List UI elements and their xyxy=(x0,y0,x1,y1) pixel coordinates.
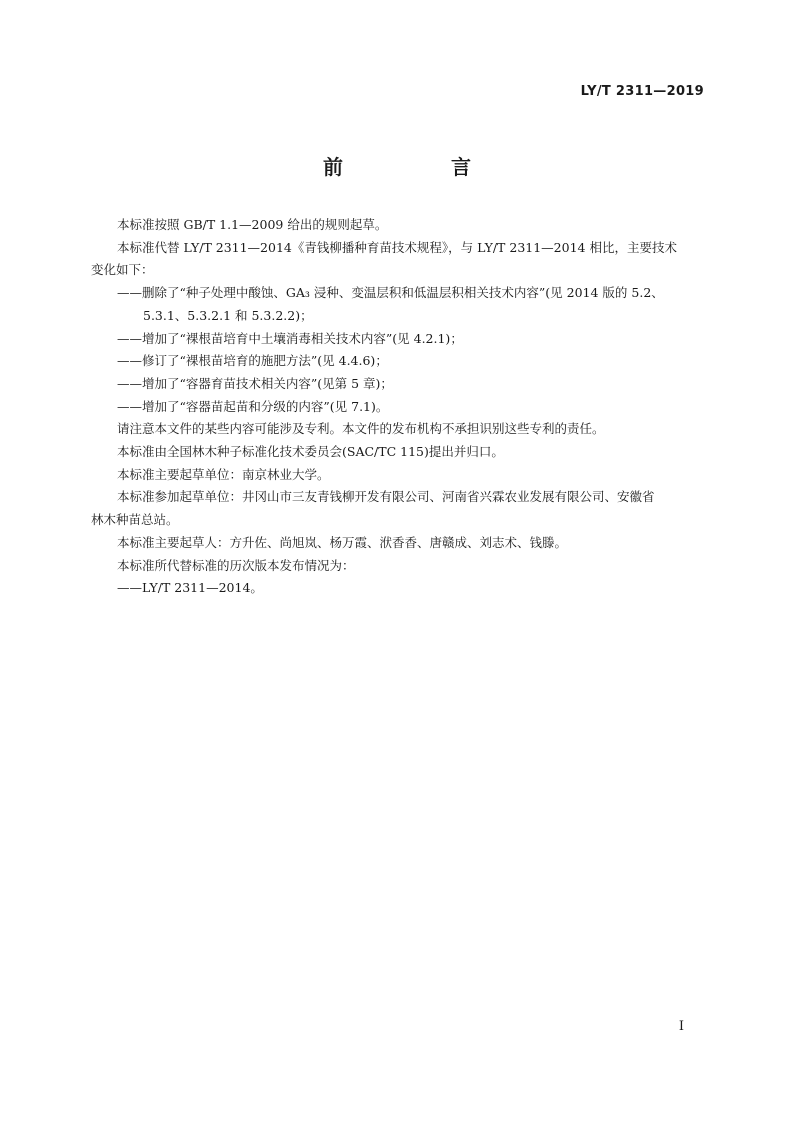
paragraph: 本标准代替 LY/T 2311—2014《青钱柳播种育苗技术规程》，与 LY/T 2311—2014 相比，主要技术 xyxy=(117,239,677,255)
paragraph: 本标准主要起草单位：南京林业大学。 xyxy=(117,466,330,482)
standard-code: LY/T 2311—2019 xyxy=(580,84,704,99)
list-item: ——LY/T 2311—2014。 xyxy=(117,580,263,596)
list-item: ——删除了“种子处理中酸蚀、GA₃ 浸种、变温层积和低温层积相关技术内容”(见 2014 版的 5.2、 xyxy=(117,285,664,301)
paragraph: 本标准由全国林木种子标准化技术委员会(SAC/TC 115)提出并归口。 xyxy=(117,444,504,460)
paragraph: 请注意本文件的某些内容可能涉及专利。本文件的发布机构不承担识别这些专利的责任。 xyxy=(117,421,605,437)
paragraph: 本标准按照 GB/T 1.1—2009 给出的规则起草。 xyxy=(117,217,388,232)
list-item: ——增加了“裸根苗培育中土壤消毒相关技术内容”(见 4.2.1)； xyxy=(117,330,463,346)
paragraph: 变化如下： xyxy=(91,262,154,278)
list-item: ——修订了“裸根苗培育的施肥方法”(见 4.4.6)； xyxy=(117,353,388,369)
foreword-body xyxy=(91,214,705,600)
list-item: ——增加了“容器育苗技术相关内容”(见第 5 章)； xyxy=(117,375,393,391)
paragraph: 本标准主要起草人：方升佐、尚旭岚、杨万霞、洑香香、唐赣成、刘志术、钱滕。 xyxy=(117,534,568,550)
paragraph: 本标准参加起草单位：井冈山市三友青钱柳开发有限公司、河南省兴霖农业发展有限公司、安徽省 xyxy=(117,489,655,505)
page-title: 前 言 xyxy=(323,155,515,179)
list-item: ——增加了“容器苗起苗和分级的内容”(见 7.1)。 xyxy=(117,398,389,414)
list-item-continuation: 5.3.1、5.3.2.1 和 5.3.2.2)； xyxy=(143,307,313,323)
paragraph: 林木种苗总站。 xyxy=(91,512,179,528)
paragraph: 本标准所代替标准的历次版本发布情况为： xyxy=(117,557,355,573)
page-number: I xyxy=(678,1019,684,1034)
